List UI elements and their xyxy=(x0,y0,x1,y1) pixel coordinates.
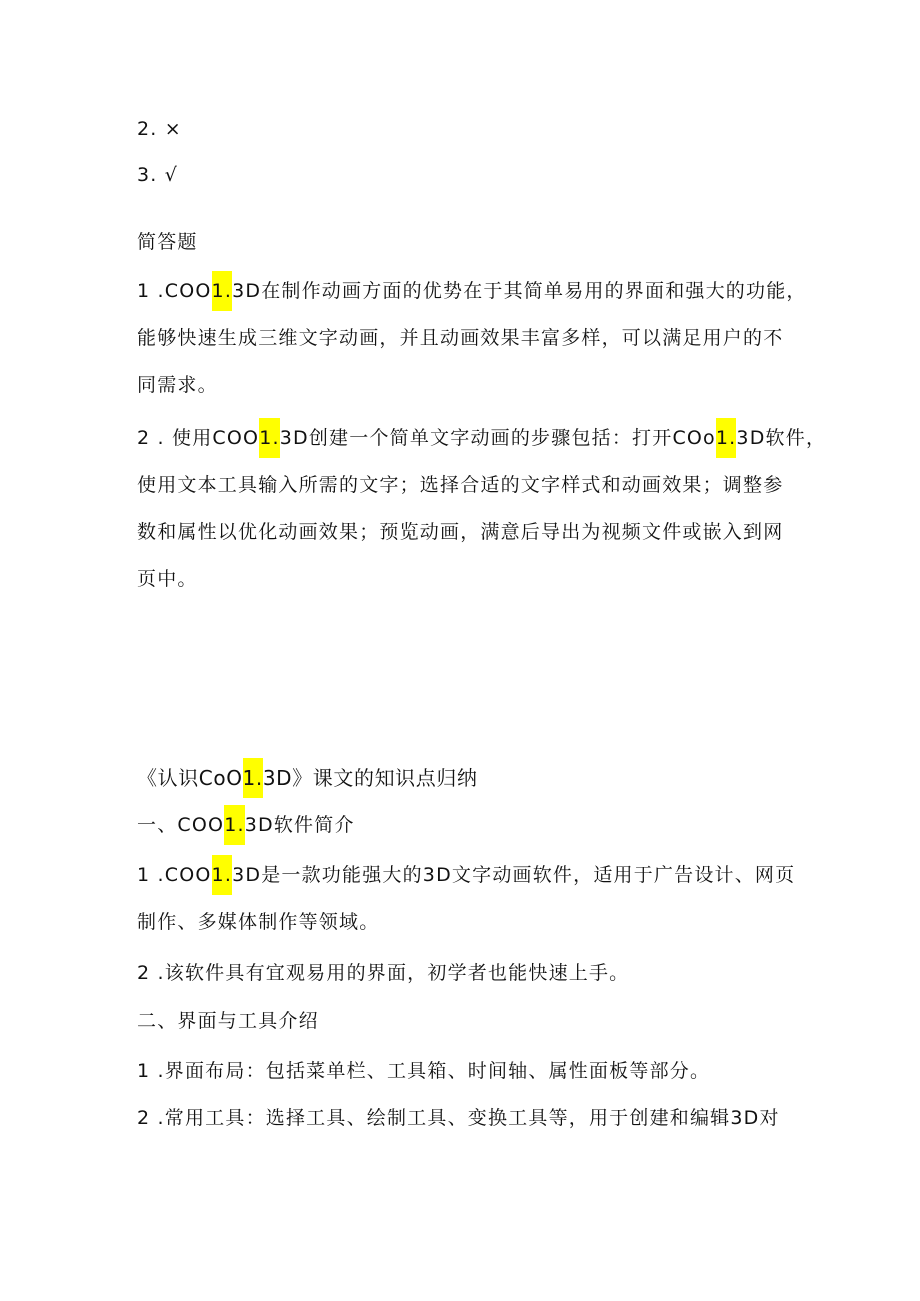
text-segment: 2 . 使用COO xyxy=(137,427,260,449)
highlight-mark: 1. xyxy=(224,805,245,845)
text-segment: 3D在制作动画方面的优势在于其简单易用的界面和强大的功能， xyxy=(232,280,807,302)
short-answer-2-line-1 xyxy=(137,425,826,451)
highlight-mark: 1. xyxy=(212,855,233,895)
text-segment: 3D创建一个简单文字动画的步骤包括：打开COo xyxy=(279,427,716,449)
text-segment: 3D是一款功能强大的3D文字动画软件，适用于广告设计、网页 xyxy=(232,864,796,886)
section-1-item-1-line-2: 制作、多媒体制作等领域。 xyxy=(137,911,380,933)
short-answer-1-line-2: 能够快速生成三维文字动画，并且动画效果丰富多样，可以满足用户的不 xyxy=(137,327,784,349)
short-answer-1-line-1 xyxy=(137,278,807,304)
text-segment: 1 .COO xyxy=(137,864,212,886)
highlight-mark: 1. xyxy=(212,271,233,311)
highlight-mark: 1. xyxy=(243,758,263,798)
section-1-item-1-line-1 xyxy=(137,862,795,888)
section-1-item-2: 2 .该软件具有宜观易用的界面，初学者也能快速上手。 xyxy=(137,962,630,984)
text-segment: 3D》课文的知识点归纳 xyxy=(262,766,478,790)
short-answer-2-line-2: 使用文本工具输入所需的文字；选择合适的文字样式和动画效果；调整参 xyxy=(137,474,784,496)
section-2-item-1: 1 .界面布局：包括菜单栏、工具箱、时间轴、属性面板等部分。 xyxy=(137,1060,711,1082)
section-2-heading: 二、界面与工具介绍 xyxy=(137,1010,319,1032)
short-answer-2-line-3: 数和属性以优化动画效果；预览动画，满意后导出为视频文件或嵌入到网 xyxy=(137,521,784,543)
short-answer-heading: 简答题 xyxy=(137,231,198,253)
text-segment: 一、COO xyxy=(137,814,225,836)
text-segment: 3D软件， xyxy=(736,427,827,449)
section-2-item-2: 2 .常用工具：选择工具、绘制工具、变换工具等，用于创建和编辑3D对 xyxy=(137,1107,780,1129)
highlight-mark: 1. xyxy=(259,418,280,458)
text-segment: 《认识CoO xyxy=(137,766,243,790)
text-segment: 3D软件简介 xyxy=(244,814,355,836)
short-answer-2-line-4: 页中。 xyxy=(137,568,198,590)
short-answer-1-line-3: 同需求。 xyxy=(137,374,218,396)
summary-title xyxy=(137,765,478,791)
text-segment: 1 .COO xyxy=(137,280,212,302)
section-1-heading xyxy=(137,812,355,838)
tf-answer-3: 3. √ xyxy=(137,164,179,186)
highlight-mark: 1. xyxy=(716,418,737,458)
tf-answer-2: 2. × xyxy=(137,118,182,140)
